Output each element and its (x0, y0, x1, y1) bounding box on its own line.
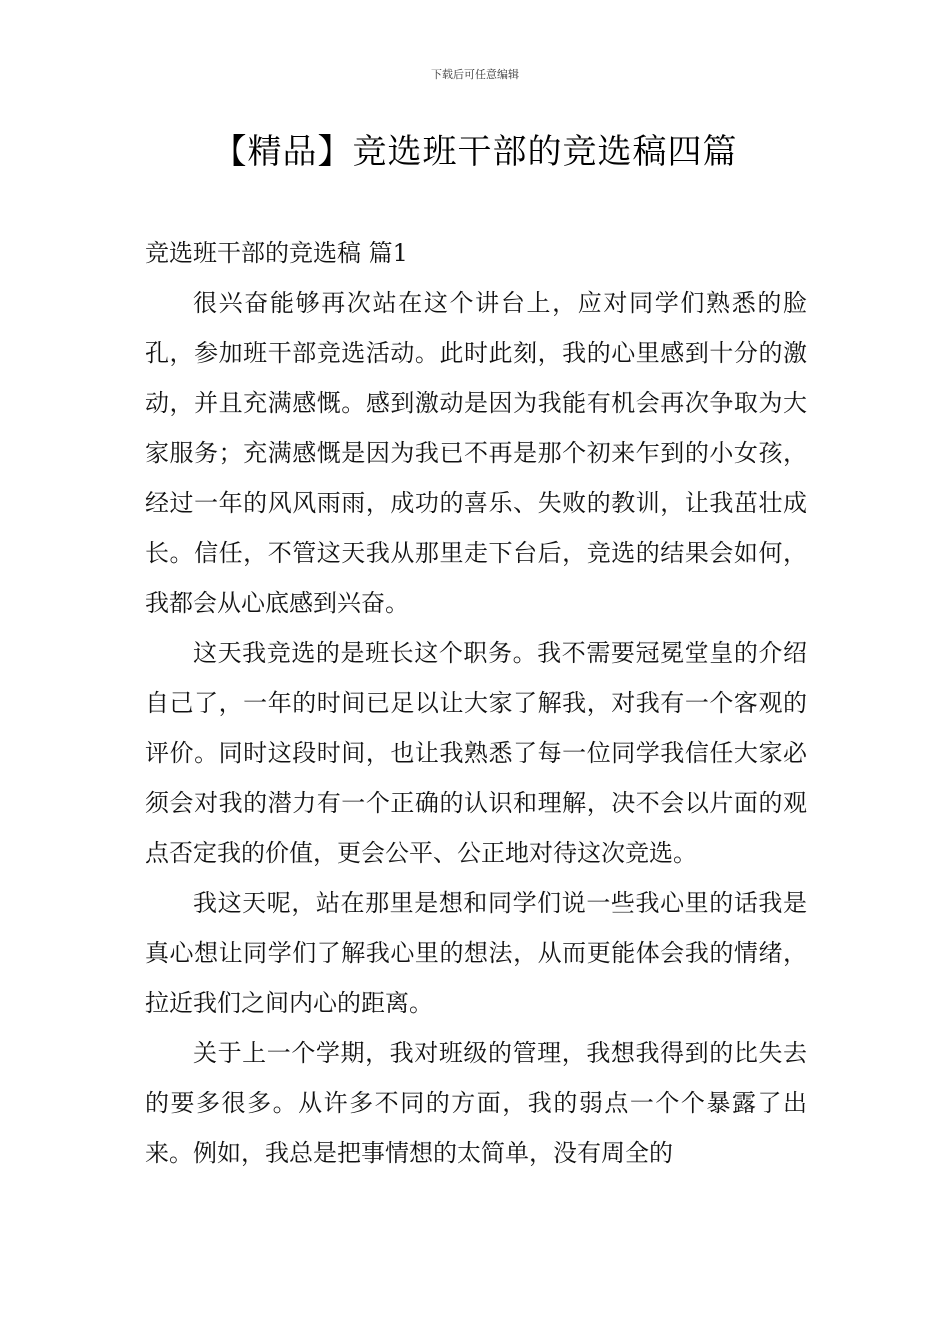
section-heading: 竞选班干部的竞选稿 篇1 (145, 239, 408, 267)
document-body (145, 228, 807, 1178)
paragraph: 关于上一个学期，我对班级的管理，我想我得到的比失去的要多很多。从许多不同的方面，我的弱点一个个暴露了出来。例如，我总是把事情想的太简单，没有周全的 (145, 1039, 807, 1167)
paragraph: 很兴奋能够再次站在这个讲台上，应对同学们熟悉的脸孔，参加班干部竞选活动。此时此刻，我的心里感到十分的激动，并且充满感慨。感到激动是因为我能有机会再次争取为大家服务；充满感慨是因为我已不再是那个初来乍到的小女孩，经过一年的风风雨雨，成功的喜乐、失败的教训，让我茁壮成长。信任，不管这天我从那里走下台后，竞选的结果会如何，我都会从心底感到兴奋。 (145, 289, 807, 617)
paragraph: 这天我竞选的是班长这个职务。我不需要冠冕堂皇的介绍自己了，一年的时间已足以让大家了解我，对我有一个客观的评价。同时这段时间，也让我熟悉了每一位同学我信任大家必须会对我的潜力有一个正确的认识和理解，决不会以片面的观点否定我的价值，更会公平、公正地对待这次竞选。 (145, 639, 807, 867)
document-title: 【精品】竞选班干部的竞选稿四篇 (212, 132, 738, 172)
header-note: 下载后可任意编辑 (431, 68, 519, 81)
paragraph: 我这天呢，站在那里是想和同学们说一些我心里的话我是真心想让同学们了解我心里的想法，从而更能体会我的情绪，拉近我们之间内心的距离。 (145, 889, 807, 1017)
